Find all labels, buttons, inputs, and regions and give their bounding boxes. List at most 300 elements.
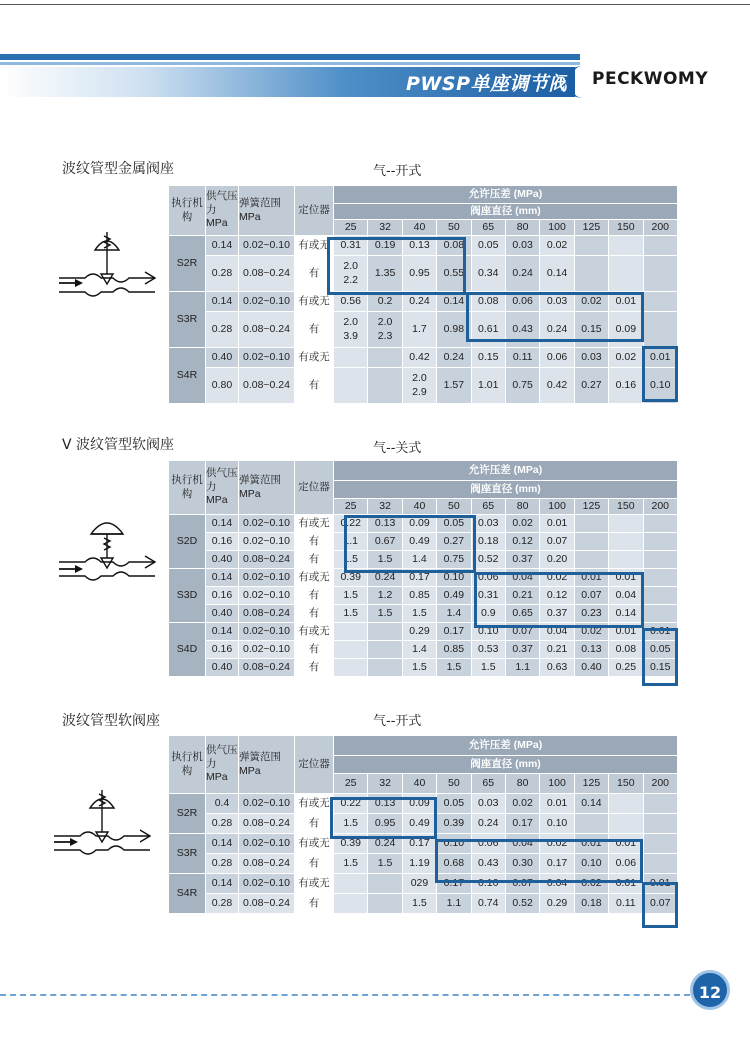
- pressure-value: 0.42: [402, 348, 436, 368]
- col-header-allow-diff: 允许压差 (MPa): [334, 736, 678, 756]
- pressure-value: [643, 515, 677, 533]
- pressure-value: 1.5: [334, 551, 368, 569]
- pressure-value: 0.24: [402, 292, 436, 312]
- pressure-value: [643, 569, 677, 587]
- pressure-value: [334, 894, 368, 914]
- pressure-value: 0.34: [471, 256, 505, 292]
- pressure-value: 0.13: [368, 515, 402, 533]
- pressure-value: 0.07: [574, 587, 608, 605]
- pressure-value: 0.49: [402, 814, 436, 834]
- pressure-value: 0.19: [368, 236, 402, 256]
- pressure-value: [574, 814, 608, 834]
- pressure-value: 0.01: [540, 794, 574, 814]
- pressure-value: 1.5: [334, 814, 368, 834]
- pressure-value: 0.24: [368, 834, 402, 854]
- supply-pressure: 0.28: [206, 894, 239, 914]
- highlight-frame: [435, 839, 643, 883]
- pressure-value: 0.07: [505, 874, 539, 894]
- size-header: 65: [471, 220, 505, 236]
- supply-pressure: 0.28: [206, 312, 239, 348]
- pressure-value: [334, 368, 368, 404]
- pressure-value: [609, 236, 643, 256]
- size-header: 25: [334, 774, 368, 794]
- pressure-value: 0.15: [471, 348, 505, 368]
- spring-range: 0.02~0.10: [239, 794, 295, 814]
- section-2-subtitle: 气--关式: [373, 441, 422, 456]
- pressure-value: 0.01: [609, 874, 643, 894]
- supply-pressure: 0.28: [206, 256, 239, 292]
- col-header-supply: 供气压力MPa: [206, 461, 239, 515]
- pressure-value: 1.19: [402, 854, 436, 874]
- col-header-positioner: 定位器: [295, 461, 334, 515]
- pressure-value: [609, 533, 643, 551]
- col-header-supply: 供气压力MPa: [206, 736, 239, 794]
- pressure-value: 0.43: [505, 312, 539, 348]
- pressure-value: 0.10: [471, 874, 505, 894]
- supply-pressure: 0.14: [206, 623, 239, 641]
- spring-range: 0.08~0.24: [239, 256, 295, 292]
- supply-pressure: 0.28: [206, 854, 239, 874]
- pressure-value: [334, 659, 368, 677]
- positioner: 有: [295, 605, 334, 623]
- highlight-frame: [327, 237, 466, 295]
- pressure-value: 0.05: [437, 515, 471, 533]
- pressure-value: 0.06: [540, 348, 574, 368]
- pressure-value: [334, 348, 368, 368]
- spring-range: 0.08~0.24: [239, 312, 295, 348]
- pressure-value: 0.68: [437, 854, 471, 874]
- pressure-value: 1.1: [437, 894, 471, 914]
- pressure-value: 0.06: [471, 569, 505, 587]
- pressure-value: 0.10: [643, 368, 677, 404]
- size-header: 32: [368, 499, 402, 515]
- pressure-value: 0.2: [368, 292, 402, 312]
- pressure-value: 0.04: [609, 587, 643, 605]
- pressure-value: 0.03: [540, 292, 574, 312]
- size-header: 200: [643, 220, 677, 236]
- pressure-value: 0.42: [540, 368, 574, 404]
- brand-logo: PECKWOMY: [592, 69, 709, 89]
- pressure-value: [368, 623, 402, 641]
- actuator-model: S3R: [169, 292, 206, 348]
- highlight-frame: [642, 882, 678, 928]
- size-header: 40: [402, 774, 436, 794]
- pressure-value: 0.06: [505, 292, 539, 312]
- supply-pressure: 0.40: [206, 659, 239, 677]
- pressure-value: 0.11: [609, 894, 643, 914]
- pressure-value: [609, 515, 643, 533]
- spring-range: 0.08~0.24: [239, 605, 295, 623]
- pressure-value: 1.5: [334, 854, 368, 874]
- pressure-value: 1.01: [471, 368, 505, 404]
- pressure-value: 0.21: [505, 587, 539, 605]
- pressure-value: 0.15: [643, 659, 677, 677]
- pressure-value: 1.4: [402, 551, 436, 569]
- size-header: 150: [609, 499, 643, 515]
- pressure-value: [643, 834, 677, 854]
- pressure-value: [643, 312, 677, 348]
- pressure-value: 0.02: [609, 348, 643, 368]
- pressure-value: [334, 874, 368, 894]
- col-header-allow-diff: 允许压差 (MPa): [334, 461, 678, 481]
- pressure-value: 0.63: [540, 659, 574, 677]
- size-header: 25: [334, 499, 368, 515]
- pressure-value: 0.85: [437, 641, 471, 659]
- col-header-seat-diameter: 阀座直径 (mm): [334, 756, 678, 774]
- highlight-frame: [344, 515, 476, 573]
- col-header-positioner: 定位器: [295, 736, 334, 794]
- pressure-value: 0.17: [437, 623, 471, 641]
- pressure-value: 1.2: [368, 587, 402, 605]
- pressure-value: [643, 551, 677, 569]
- spring-range: 0.02~0.10: [239, 834, 295, 854]
- col-header-seat-diameter: 阀座直径 (mm): [334, 481, 678, 499]
- actuator-model: S2R: [169, 236, 206, 292]
- pressure-value: 0.05: [471, 236, 505, 256]
- pressure-value: 0.07: [540, 533, 574, 551]
- pressure-value: 0.75: [505, 368, 539, 404]
- supply-pressure: 0.4: [206, 794, 239, 814]
- pressure-value: 0.10: [437, 834, 471, 854]
- supply-pressure: 0.40: [206, 348, 239, 368]
- positioner: 有或无: [295, 236, 334, 256]
- size-header: 50: [437, 499, 471, 515]
- pressure-value: [574, 533, 608, 551]
- pressure-value: 0.65: [505, 605, 539, 623]
- size-header: 80: [505, 499, 539, 515]
- pressure-value: 0.09: [402, 515, 436, 533]
- positioner: 有: [295, 312, 334, 348]
- pressure-value: 0.14: [574, 794, 608, 814]
- page-title: PWSP单座调节阀: [406, 73, 568, 95]
- pressure-value: [334, 623, 368, 641]
- pressure-value: 1.5: [402, 659, 436, 677]
- pressure-value: [368, 894, 402, 914]
- pressure-value: [643, 605, 677, 623]
- size-header: 150: [609, 220, 643, 236]
- size-header: 125: [574, 220, 608, 236]
- pressure-value: 0.61: [471, 312, 505, 348]
- col-header-spring: 弹簧范围MPa: [239, 461, 295, 515]
- pressure-value: 0.29: [402, 623, 436, 641]
- pressure-value: 0.24: [540, 312, 574, 348]
- supply-pressure: 0.16: [206, 641, 239, 659]
- pressure-value: 0.10: [471, 623, 505, 641]
- pressure-value: 0.13: [574, 641, 608, 659]
- pressure-value: [574, 236, 608, 256]
- pressure-value: 0.37: [505, 641, 539, 659]
- highlight-frame: [642, 346, 678, 402]
- highlight-frame: [330, 797, 437, 839]
- pressure-value: 0.56: [334, 292, 368, 312]
- pressure-value: 0.01: [609, 292, 643, 312]
- pressure-value: 1.5: [334, 587, 368, 605]
- pressure-value: 0.39: [334, 834, 368, 854]
- pressure-value: 1.5: [402, 894, 436, 914]
- pressure-value: 0.02: [505, 515, 539, 533]
- pressure-value: 2.0 3.9: [334, 312, 368, 348]
- pressure-value: 0.39: [334, 569, 368, 587]
- pressure-value: 0.01: [609, 569, 643, 587]
- pressure-value: [609, 814, 643, 834]
- pressure-value: 0.10: [540, 814, 574, 834]
- spring-range: 0.02~0.10: [239, 587, 295, 605]
- col-header-spring: 弹簧范围MPa: [239, 186, 295, 236]
- pressure-value: 0.04: [540, 623, 574, 641]
- pressure-value: 0.07: [505, 623, 539, 641]
- pressure-value: 0.08: [437, 236, 471, 256]
- supply-pressure: 0.14: [206, 236, 239, 256]
- pressure-value: 0.02: [574, 292, 608, 312]
- valve-schematic-icon: [55, 228, 160, 308]
- pressure-value: 0.18: [471, 533, 505, 551]
- pressure-value: 0.95: [402, 256, 436, 292]
- pressure-value: 0.24: [505, 256, 539, 292]
- pressure-value: 0.01: [643, 623, 677, 641]
- pressure-value: 0.17: [402, 569, 436, 587]
- pressure-value: 0.11: [505, 348, 539, 368]
- size-header: 80: [505, 220, 539, 236]
- section-3-title: 波纹管型软阀座: [62, 713, 160, 729]
- pressure-value: 1.35: [368, 256, 402, 292]
- pressure-value: 0.06: [471, 834, 505, 854]
- pressure-value: 1.5: [368, 854, 402, 874]
- positioner: 有: [295, 551, 334, 569]
- pressure-value: 0.17: [540, 854, 574, 874]
- spring-range: 0.02~0.10: [239, 533, 295, 551]
- positioner: 有或无: [295, 834, 334, 854]
- valve-schematic-icon: [50, 786, 155, 866]
- spring-range: 0.08~0.24: [239, 551, 295, 569]
- actuator-model: S2R: [169, 794, 206, 834]
- pressure-value: 0.01: [609, 834, 643, 854]
- pressure-value: [643, 794, 677, 814]
- size-header: 32: [368, 220, 402, 236]
- section-1-title: 波纹管型金属阀座: [62, 161, 174, 177]
- pressure-value: 0.17: [402, 834, 436, 854]
- pressure-value: 1.5: [368, 605, 402, 623]
- pressure-value: 0.18: [574, 894, 608, 914]
- pressure-value: 0.85: [402, 587, 436, 605]
- positioner: 有或无: [295, 794, 334, 814]
- pressure-value: 0.07: [643, 894, 677, 914]
- supply-pressure: 0.80: [206, 368, 239, 404]
- header-arc-ornament: [566, 66, 593, 98]
- page-number: 12: [690, 970, 730, 1010]
- pressure-value: 0.06: [609, 854, 643, 874]
- pressure-value: [609, 794, 643, 814]
- pressure-value: 0.21: [540, 641, 574, 659]
- positioner: 有或无: [295, 569, 334, 587]
- positioner: 有: [295, 641, 334, 659]
- size-header: 50: [437, 220, 471, 236]
- spring-range: 0.02~0.10: [239, 236, 295, 256]
- pressure-value: 1.7: [402, 312, 436, 348]
- actuator-model: S2D: [169, 515, 206, 569]
- pressure-value: 0.39: [437, 814, 471, 834]
- pressure-value: 0.55: [437, 256, 471, 292]
- size-header: 200: [643, 774, 677, 794]
- pressure-value: 0.09: [609, 312, 643, 348]
- size-header: 200: [643, 499, 677, 515]
- pressure-value: 0.31: [471, 587, 505, 605]
- size-header: 125: [574, 774, 608, 794]
- pressure-value: 029: [402, 874, 436, 894]
- pressure-value: 0.75: [437, 551, 471, 569]
- col-header-supply: 供气压力MPa: [206, 186, 239, 236]
- pressure-value: 0.25: [609, 659, 643, 677]
- pressure-value: [609, 256, 643, 292]
- pressure-value: 0.24: [471, 814, 505, 834]
- top-rule: [0, 4, 750, 5]
- actuator-model: S4D: [169, 623, 206, 677]
- size-header: 32: [368, 774, 402, 794]
- pressure-value: 0.02: [574, 623, 608, 641]
- pressure-value: [334, 641, 368, 659]
- size-header: 25: [334, 220, 368, 236]
- pressure-value: 0.52: [505, 894, 539, 914]
- footer-dashed-line: [0, 994, 690, 996]
- pressure-value: 1.1: [505, 659, 539, 677]
- pressure-value: 0.08: [471, 292, 505, 312]
- size-header: 100: [540, 774, 574, 794]
- pressure-value: 0.29: [540, 894, 574, 914]
- pressure-value: 0.01: [643, 874, 677, 894]
- positioner: 有或无: [295, 515, 334, 533]
- col-header-allow-diff: 允许压差 (MPa): [334, 186, 678, 204]
- pressure-value: 0.12: [540, 587, 574, 605]
- pressure-value: 0.02: [540, 236, 574, 256]
- col-header-actuator: 执行机构: [169, 461, 206, 515]
- col-header-positioner: 定位器: [295, 186, 334, 236]
- pressure-value: 0.02: [574, 874, 608, 894]
- spring-range: 0.02~0.10: [239, 623, 295, 641]
- pressure-value: 0.02: [505, 794, 539, 814]
- pressure-value: 2.0 2.3: [368, 312, 402, 348]
- pressure-value: 1.4: [437, 605, 471, 623]
- pressure-value: [368, 368, 402, 404]
- pressure-value: 0.49: [437, 587, 471, 605]
- pressure-value: [574, 515, 608, 533]
- pressure-value: 0.9: [471, 605, 505, 623]
- size-header: 65: [471, 774, 505, 794]
- pressure-value: 0.03: [471, 794, 505, 814]
- pressure-value: 0.74: [471, 894, 505, 914]
- pressure-value: 0.24: [437, 348, 471, 368]
- pressure-value: 1.5: [368, 551, 402, 569]
- size-header: 40: [402, 499, 436, 515]
- pressure-value: 0.02: [540, 834, 574, 854]
- supply-pressure: 0.40: [206, 605, 239, 623]
- pressure-value: [643, 256, 677, 292]
- highlight-frame: [466, 292, 644, 342]
- pressure-value: 0.03: [574, 348, 608, 368]
- pressure-value: 0.16: [609, 368, 643, 404]
- positioner: 有或无: [295, 623, 334, 641]
- positioner: 有: [295, 533, 334, 551]
- positioner: 有: [295, 854, 334, 874]
- col-header-actuator: 执行机构: [169, 186, 206, 236]
- pressure-value: 2.0 2.9: [402, 368, 436, 404]
- size-header: 50: [437, 774, 471, 794]
- pressure-value: 0.43: [471, 854, 505, 874]
- section-2-title: V 波纹管型软阀座: [62, 437, 175, 453]
- supply-pressure: 0.40: [206, 551, 239, 569]
- positioner: 有: [295, 368, 334, 404]
- supply-pressure: 0.14: [206, 292, 239, 312]
- valve-schematic-icon: [55, 512, 160, 592]
- col-header-actuator: 执行机构: [169, 736, 206, 794]
- supply-pressure: 0.14: [206, 834, 239, 854]
- pressure-value: [368, 874, 402, 894]
- pressure-value: [368, 659, 402, 677]
- size-header: 150: [609, 774, 643, 794]
- pressure-value: 1.57: [437, 368, 471, 404]
- highlight-frame: [642, 628, 678, 686]
- pressure-value: 0.09: [402, 794, 436, 814]
- pressure-value: 1.5: [471, 659, 505, 677]
- pressure-value: 0.13: [368, 794, 402, 814]
- size-header: 40: [402, 220, 436, 236]
- supply-pressure: 0.16: [206, 587, 239, 605]
- section-1-subtitle: 气--开式: [373, 164, 422, 179]
- supply-pressure: 0.28: [206, 814, 239, 834]
- supply-pressure: 0.14: [206, 515, 239, 533]
- actuator-model: S4R: [169, 348, 206, 404]
- col-header-seat-diameter: 阀座直径 (mm): [334, 204, 678, 220]
- pressure-value: 0.53: [471, 641, 505, 659]
- positioner: 有: [295, 814, 334, 834]
- positioner: 有: [295, 659, 334, 677]
- pressure-value: 1.5: [334, 605, 368, 623]
- pressure-value: 0.49: [402, 533, 436, 551]
- pressure-value: 0.04: [505, 834, 539, 854]
- pressure-value: 0.40: [574, 659, 608, 677]
- pressure-value: 0.05: [437, 794, 471, 814]
- pressure-value: 0.14: [540, 256, 574, 292]
- pressure-value: 0.27: [437, 533, 471, 551]
- pressure-value: [643, 814, 677, 834]
- pressure-value: 0.24: [368, 569, 402, 587]
- pressure-value: 0.13: [402, 236, 436, 256]
- supply-pressure: 0.14: [206, 874, 239, 894]
- size-header: 125: [574, 499, 608, 515]
- spring-range: 0.02~0.10: [239, 348, 295, 368]
- pressure-value: [643, 236, 677, 256]
- pressure-value: 0.01: [540, 515, 574, 533]
- spring-range: 0.08~0.24: [239, 814, 295, 834]
- pressure-value: 0.17: [437, 874, 471, 894]
- pressure-value: 0.04: [505, 569, 539, 587]
- pressure-value: 0.01: [574, 569, 608, 587]
- pressure-value: 0.04: [540, 874, 574, 894]
- header-stripe: [0, 54, 580, 60]
- pressure-value: 0.31: [334, 236, 368, 256]
- pressure-value: 0.22: [334, 515, 368, 533]
- pressure-value: 1.1: [334, 533, 368, 551]
- spring-range: 0.02~0.10: [239, 569, 295, 587]
- pressure-value: 0.10: [437, 569, 471, 587]
- pressure-value: 0.01: [643, 348, 677, 368]
- pressure-value: [643, 533, 677, 551]
- pressure-value: [368, 348, 402, 368]
- pressure-value: 0.05: [643, 641, 677, 659]
- header-stripe-light: [0, 62, 580, 65]
- size-header: 100: [540, 499, 574, 515]
- actuator-model: S4R: [169, 874, 206, 914]
- pressure-value: 0.08: [609, 641, 643, 659]
- spring-range: 0.08~0.24: [239, 368, 295, 404]
